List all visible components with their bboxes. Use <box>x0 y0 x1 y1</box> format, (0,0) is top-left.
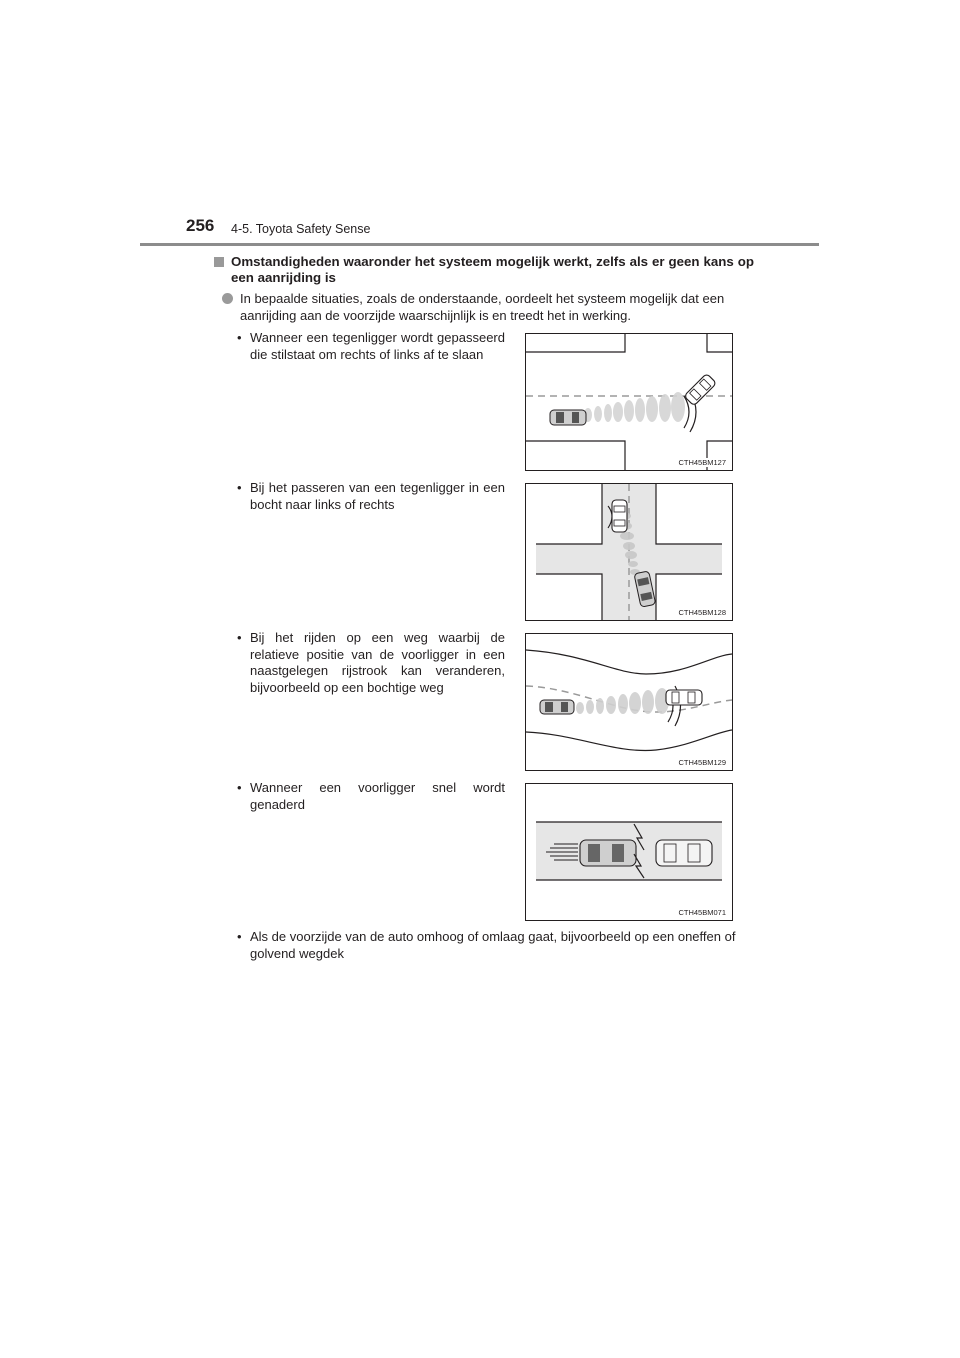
figure-winding-road <box>525 633 733 771</box>
bullet: • <box>237 929 242 944</box>
square-bullet-icon <box>214 257 224 267</box>
own-car-icon <box>580 840 636 866</box>
item-text: Bij het rijden op een weg waarbij de relatieve positie van de voorligger in een naastgelegen rijstrook kan veranderen, bijvoorbeeld op een bochtige weg <box>250 630 505 695</box>
item-text: Wanneer een voorligger snel wordt genaderd <box>250 780 505 812</box>
preceding-car-icon <box>666 690 702 705</box>
figure-oncoming-curve <box>525 483 733 621</box>
figure-oncoming-turning <box>525 333 733 471</box>
list-item <box>237 929 757 962</box>
rapid-approach-illustration <box>526 784 732 920</box>
winding-road-illustration <box>526 634 732 770</box>
figure-code: CTH45BM129 <box>678 758 726 767</box>
heading-text: Omstandigheden waaronder het systeem mogelijk werkt, zelfs als er geen kans op een aanrijding is <box>231 254 754 285</box>
crossroad-illustration <box>526 484 732 620</box>
bullet: • <box>237 330 242 345</box>
list-item <box>237 330 505 363</box>
own-car-icon <box>540 700 574 714</box>
intro-text: In bepaalde situaties, zoals de onderstaande, oordeelt het systeem mogelijk dat een aanrijding aan de voorzijde waarschijnlijk is en treedt het in werking. <box>240 291 725 323</box>
list-item <box>237 630 505 696</box>
header-rule <box>140 243 819 246</box>
figure-rapid-approach <box>525 783 733 921</box>
bullet: • <box>237 780 242 795</box>
figure-code: CTH45BM127 <box>678 458 726 467</box>
intro-paragraph <box>222 290 752 324</box>
oncoming-car-icon <box>612 500 627 532</box>
own-car-icon <box>550 410 586 425</box>
list-item <box>237 480 505 513</box>
item-text: Wanneer een tegenligger wordt gepasseerd die stilstaat om rechts of links af te slaan <box>250 330 505 362</box>
list-item <box>237 780 505 813</box>
bullet: • <box>237 480 242 495</box>
subsection-heading <box>214 254 754 286</box>
intersection-illustration <box>526 334 732 470</box>
figure-code: CTH45BM071 <box>678 908 726 917</box>
figure-code: CTH45BM128 <box>678 608 726 617</box>
page-number: 256 <box>186 216 215 235</box>
section-title: 4-5. Toyota Safety Sense <box>231 222 371 236</box>
item-text: Bij het passeren van een tegenligger in een bocht naar links of rechts <box>250 480 505 512</box>
circle-bullet-icon <box>222 293 233 304</box>
preceding-car-icon <box>656 840 712 866</box>
item-text: Als de voorzijde van de auto omhoog of omlaag gaat, bijvoorbeeld op een oneffen of golvend wegdek <box>250 929 736 961</box>
bullet: • <box>237 630 242 645</box>
